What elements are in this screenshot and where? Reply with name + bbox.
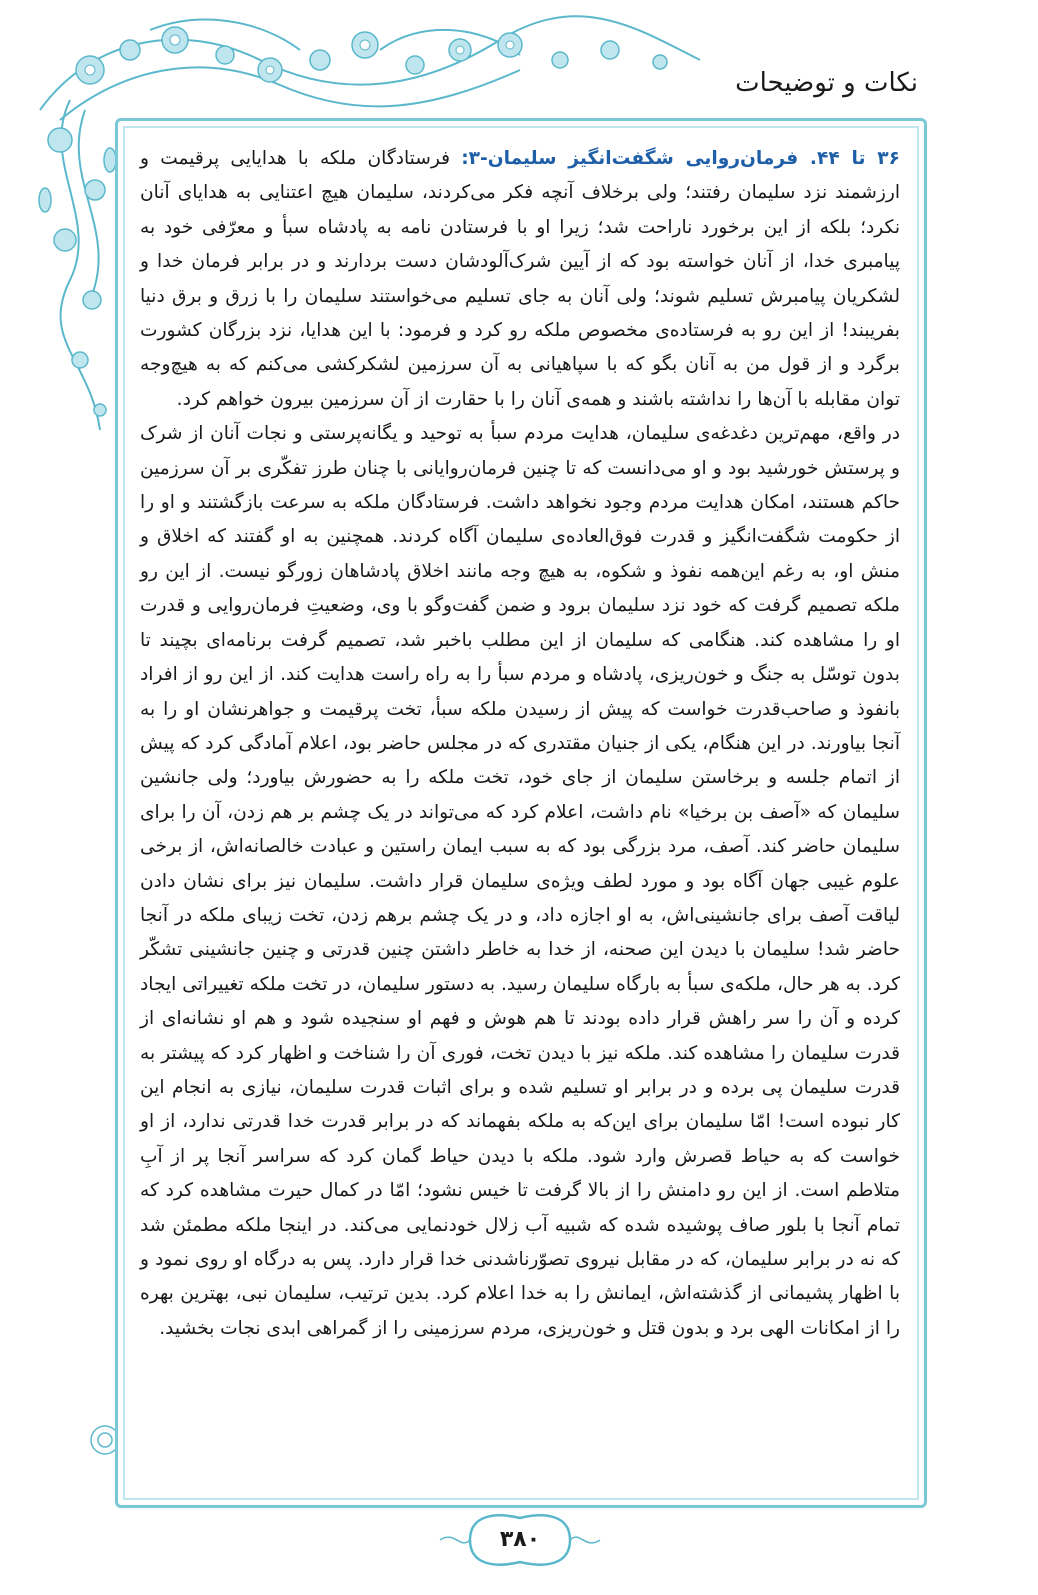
paragraph-1-text: فرستادگان ملکه با هدایایی پرقیمت و ارزشمند نزد سلیمان رفتند؛ ولی برخلاف آنچه فکر می‌کردند، سلیمان هیچ اعتنایی به هدایای آنان نکرد؛ بلکه از این برخورد ناراحت شد؛ زیرا او با فرستادن نامه به پادشاه سبأ و معرّفی خود به پیامبری خدا، از آنان خواسته بود که از آیین شرک‌آلودشان دست بردارند و در برابر فرمان خدا و لشکریان پیامبرش تسلیم شوند؛ ولی آنان به جای تسلیم می‌خواستند سلیمان را با زرق و برق دنیا بفریبند! از این رو به فرستاده‌ی مخصوص ملکه رو کرد و فرمود: با این هدایا، نزد بزرگان کشورت برگرد و از قول من به آنان بگو که با سپاهیانی به آن سرزمین لشکرکشی می‌کنم که به هیچ‌وجه توان مقابله با آن‌ها را نداشته باشند و همه‌ی آنان را با حقارت از آن سرزمین بیرون خواهم کرد. <box>140 148 900 410</box>
paragraph-2: در واقع، مهم‌ترین دغدغه‌ی سلیمان، هدایت مردم سبأ به توحید و یگانه‌پرستی و نجات آنان از شرک و پرستش خورشید بود و او می‌دانست که تا چنین فرمان‌روایانی با چنان طرز تفکّری بر آن سرزمین حاکم هستند، امکان هدایت مردم وجود نخواهد داشت. فرستادگان ملکه به سرعت بازگشتند و او را از حکومت شگفت‌انگیز و قدرت فوق‌العاده‌ی سلیمان آگاه کردند. همچنین به او گفتند که اخلاق و منش او، به رغم این‌همه نفوذ و شکوه، به هیچ وجه مانند اخلاق پادشاهان زورگو نیست. از این رو ملکه تصمیم گرفت که خود نزد سلیمان برود و ضمن گفت‌وگو با وی، وضعیتِ فرمان‌روایی و قدرت او را مشاهده کند. هنگامی که سلیمان از این مطلب باخبر شد، تصمیم گرفت برنامه‌ای بچیند تا بدون توسّل به جنگ و خون‌ریزی، پادشاه و مردم سبأ را به راه راست هدایت کند. از این رو از افراد بانفوذ و صاحب‌قدرت خواست که پیش از رسیدن ملکه سبأ، تخت پرقیمت و جواهرنشان او را به آنجا بیاورند. در این هنگام، یکی از جنیان مقتدری که در مجلس حاضر بود، اعلام آمادگی کرد که پیش از اتمام جلسه و برخاستن سلیمان از جای خود، تخت ملکه را به حضورش بیاورد؛ ولی جانشین سلیمان که «آصف بن برخیا» نام داشت، اعلام کرد که می‌تواند در یک چشم بر هم زدن، آن را برای سلیمان حاضر کند. آصف، مرد بزرگی بود که به سبب ایمان راستین و عبادت خالصانه‌اش، از برخی علوم غیبی جهان آگاه بود و مورد لطف ویژه‌ی سلیمان قرار داشت. سلیمان نیز برای نشان دادن لیاقت آصف برای جانشینی‌اش، به او اجازه داد، و در یک چشم برهم زدن، تخت زیبای ملکه در آنجا حاضر شد! سلیمان با دیدن این صحنه، از خدا به خاطر داشتن چنین قدرتی و چنین جانشینی تشکّر کرد. به هر حال، ملکه‌ی سبأ به بارگاه سلیمان رسید. به دستور سلیمان، در تخت ملکه تغییراتی ایجاد کرده و آن را سر راهش قرار داده بودند تا هم هوش و فهم او سنجیده شود و هم او نشانه‌ای از قدرت سلیمان را مشاهده کند. ملکه نیز با دیدن تخت، فوری آن را شناخت و اظهار کرد که پیشتر به قدرت سلیمان پی برده و در برابر او تسلیم شده و برای اثبات قدرت سلیمان، نیازی به انجام این کار نبوده است! امّا سلیمان برای این‌که به ملکه بفهماند که در برابر قدرت خدا قدرتی ندارد، از او خواست که به حیاط قصرش وارد شود. ملکه با دیدن حیاط گمان کرد که سراسر آنجا پر از آبِ متلاطم است. از این رو دامنش را از بالا گرفت تا خیس نشود؛ امّا در کمال حیرت مشاهده کرد که تمام آنجا با بلور صاف پوشیده شده که شبیه آب زلال خودنمایی می‌کند. در اینجا ملکه مطمئن شد که نه در برابر سلیمان، که در مقابل نیروی تصوّرناشدنی خدا قرار دارد. پس به درگاه او روی نمود و با اظهار پشیمانی از گذشته‌اش، ایمانش را به خدا اعلام کرد. بدین ترتیب، سلیمان نبی، بهترین بهره را از امکانات الهی برد و بدون قتل و خون‌ریزی، مردم سرزمینی را از گمراهی ابدی نجات بخشید. <box>140 423 900 1339</box>
section-heading: ۳۶ تا ۴۴. فرمان‌روایی شگفت‌انگیز سلیمان-۳: <box>461 148 900 169</box>
page-number: ۳۸۰ <box>499 1527 541 1552</box>
body-text <box>140 142 900 1346</box>
section-header: نکات و توضیحات <box>735 68 918 98</box>
paragraph-1 <box>140 142 900 417</box>
